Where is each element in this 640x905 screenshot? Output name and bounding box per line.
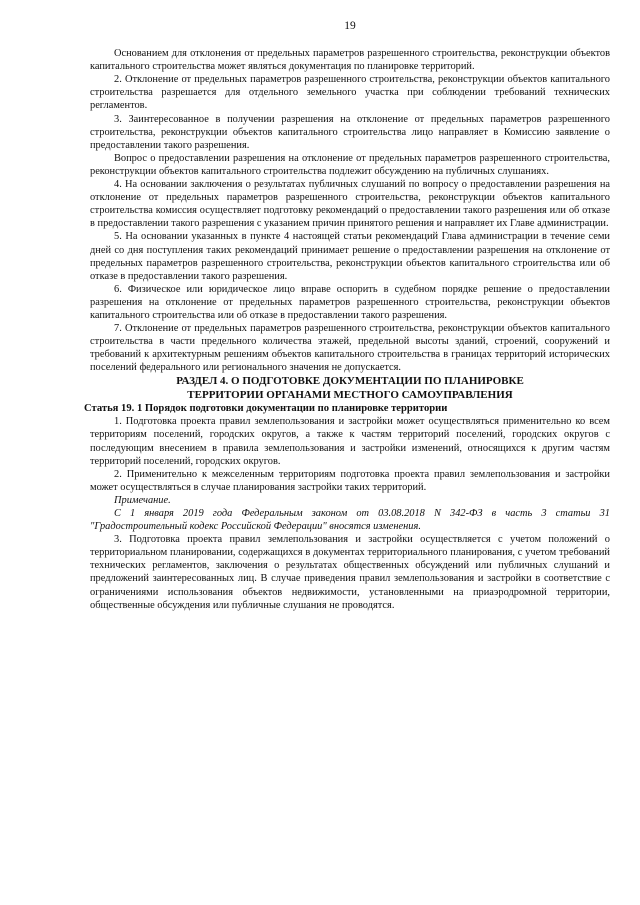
paragraph: Вопрос о предоставлении разрешения на отклонение от предельных параметров разрешенного строительства, реконструкции объектов капитального строительства подлежит обсуждению на публичных слушаниях. — [90, 152, 610, 177]
note-text: С 1 января 2019 года Федеральным законом от 03.08.2018 N 342-ФЗ в часть 3 статьи 31 "Градостроительный кодекс Российской Федерации" вносятся изменения. — [90, 507, 610, 533]
paragraph: 2. Отклонение от предельных параметров разрешенного строительства, реконструкции объектов капитального строительства разрешается для отдельного земельного участка при соблюдении требований технических регламентов. — [90, 74, 610, 112]
paragraph: 1. Подготовка проекта правил землепользования и застройки может осуществляться применительно ко всем территориям поселений, городских округов, а также к частям территорий поселений, городских округов с последующим внесением в правила землепользования и застройки изменений, относящихся к другим частям территорий поселений, городских округов. — [90, 416, 610, 467]
paragraph: 5. На основании указанных в пункте 4 настоящей статьи рекомендаций Глава администрации в течение семи дней со дня поступления таких рекомендаций принимает решение о предоставлении разрешения на отклонение от предельных параметров разрешенного строительства, реконструкции объектов капитального строительства или об отказе в предоставлении такого разрешения. — [90, 231, 610, 282]
section-heading-line-1: РАЗДЕЛ 4. О ПОДГОТОВКЕ ДОКУМЕНТАЦИИ ПО ПЛАНИРОВКЕ — [176, 375, 524, 388]
paragraph: 2. Применительно к межселенным территориям подготовка проекта правил землепользования и застройки может осуществляться в случае планирования застройки таких территорий. — [90, 468, 610, 493]
section-heading-line-2: ТЕРРИТОРИИ ОРГАНАМИ МЕСТНОГО САМОУПРАВЛЕНИЯ — [187, 388, 513, 401]
paragraph: 3. Подготовка проекта правил землепользования и застройки осуществляется с учетом положений о территориальном планировании, содержащихся в документах территориального планирования, с учетом требований технических регламентов, заключения о результатах общественных обсуждений или публичных слушаний и предложений заинтересованных лиц. В случае приведения правил землепользования и застройки в соответствие с ограничениями использования объектов недвижимости, установленными на приаэродромной территории, общественные обсуждения или публичные слушания не проводятся. — [90, 534, 610, 611]
paragraph: 3. Заинтересованное в получении разрешения на отклонение от предельных параметров разрешенного строительства, реконструкции объектов капитального строительства лицо направляет в Комиссию заявление о предоставлении такого разрешения. — [90, 113, 610, 151]
paragraph: Основанием для отклонения от предельных параметров разрешенного строительства, реконструкции объектов капитального строительства может являться документация по планировке территорий. — [90, 48, 610, 73]
note-label: Примечание. — [114, 494, 171, 506]
paragraph: 6. Физическое или юридическое лицо вправе оспорить в судебном порядке решение о предоставлении разрешения на отклонение от предельных параметров разрешенного строительства, реконструкции объектов капитального строительства или об отказе в предоставлении такого разрешения. — [90, 283, 610, 321]
paragraph: 7. Отклонение от предельных параметров разрешенного строительства, реконструкции объектов капитального строительства в части предельного количества этажей, предельной высоты зданий, строений, сооружений и требований к архитектурным решениям объектов капитального строительства в границах территорий исторических поселений федерального или регионального значения не допускается. — [90, 323, 610, 374]
paragraph: 4. На основании заключения о результатах публичных слушаний по вопросу о предоставлении разрешения на отклонение от предельных параметров разрешенного строительства, реконструкции объектов капитального строительства комиссия осуществляет подготовку рекомендаций о предоставлении такого разрешения или об отказе в предоставлении такого разрешения с указанием причин принятого решения и направляет их Главе администрации. — [90, 179, 610, 230]
article-heading: Статья 19. 1 Порядок подготовки документации по планировке территории — [84, 403, 448, 415]
section-heading — [90, 375, 610, 402]
page-number: 19 — [344, 20, 356, 32]
